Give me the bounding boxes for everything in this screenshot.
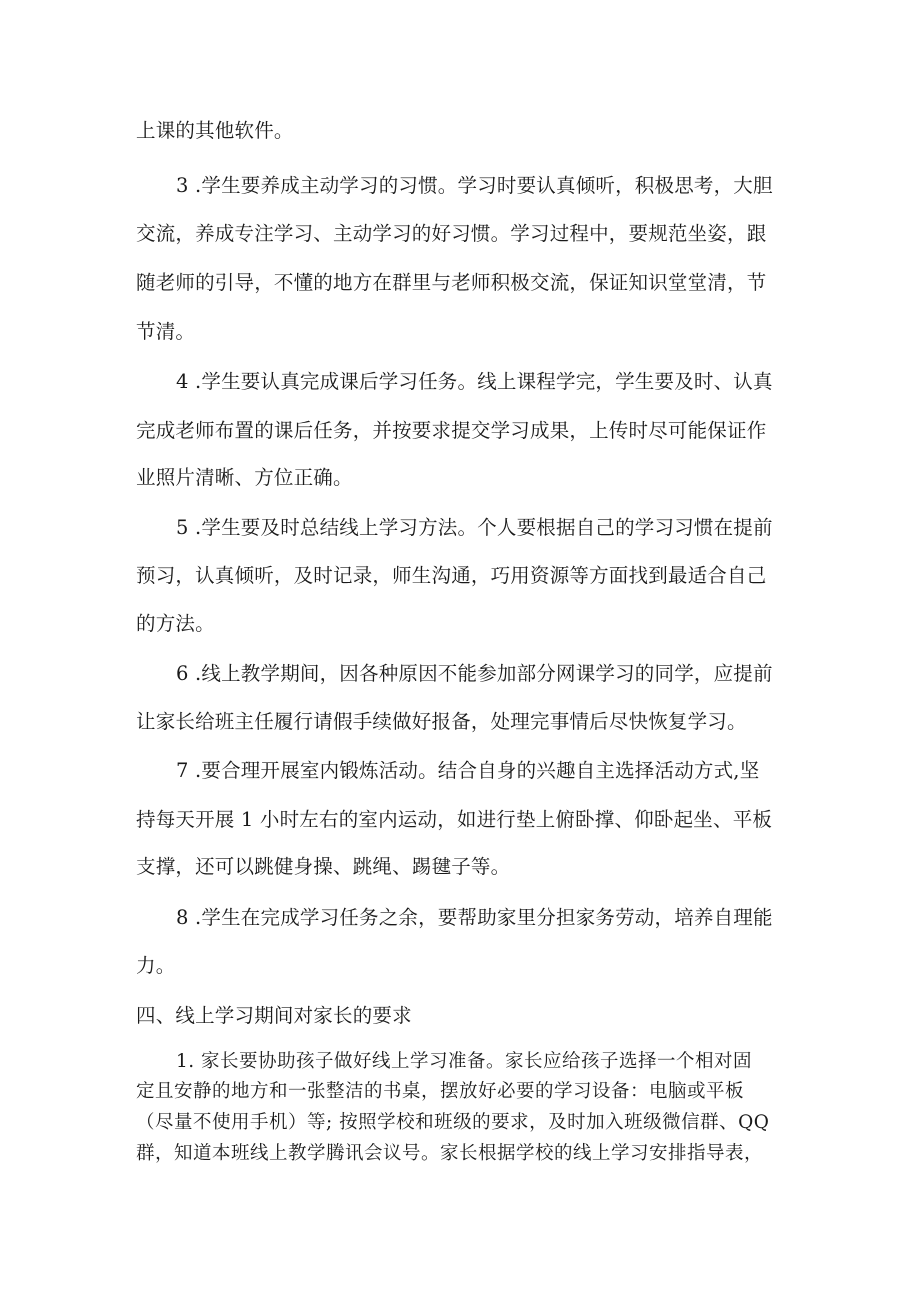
text-line: （尽量不使用手机）等; 按照学校和班级的要求，及时加入班级微信群、QQ <box>136 1112 770 1133</box>
text-line: 让家长给班主任履行请假手续做好报备，处理完事情后尽快恢复学习。 <box>136 710 747 733</box>
text-line: 力。 <box>136 954 176 977</box>
text-line: 完成老师布置的课后任务，并按要求提交学习成果，上传时尽可能保证作 <box>136 419 767 442</box>
text-line: 8 .学生在完成学习任务之余，要帮助家里分担家务劳动，培养自理能 <box>176 906 773 929</box>
text-line: 上课的其他软件。 <box>136 119 294 142</box>
text-line: 1. 家长要协助孩子做好线上学习准备。家长应给孩子选择一个相对固 <box>176 1051 753 1072</box>
text-line: 业照片清晰、方位正确。 <box>136 466 353 489</box>
text-line: 的方法。 <box>136 612 215 635</box>
text-line: 支撑，还可以跳健身操、跳绳、踢毽子等。 <box>136 855 511 878</box>
text-line: 5 .学生要及时总结线上学习方法。个人要根据自己的学习习惯在提前 <box>176 516 773 539</box>
text-line: 定且安静的地方和一张整洁的书桌，摆放好必要的学习设备：电脑或平板 <box>136 1081 745 1102</box>
text-line: 4 .学生要认真完成课后学习任务。线上课程学完，学生要及时、认真 <box>176 370 773 393</box>
text-line: 预习，认真倾听，及时记录，师生沟通，巧用资源等方面找到最适合自己 <box>136 564 767 587</box>
text-line: 随老师的引导，不懂的地方在群里与老师积极交流，保证知识堂堂清，节 <box>136 271 767 294</box>
text-line: 3 .学生要养成主动学习的习惯。学习时要认真倾听，积极思考，大胆 <box>176 174 773 197</box>
text-line: 7 .要合理开展室内锻炼活动。结合自身的兴趣自主选择活动方式,坚 <box>176 759 760 782</box>
text-line: 6 .线上教学期间，因各种原因不能参加部分网课学习的同学，应提前 <box>176 662 773 685</box>
text-line: 持每天开展 1 小时左右的室内运动，如进行垫上俯卧撑、仰卧起坐、平板 <box>136 808 773 831</box>
text-line: 群，知道本班线上教学腾讯会议号。家长根据学校的线上学习安排指导表， <box>136 1143 764 1164</box>
text-line: 交流，养成专注学习、主动学习的好习惯。学习过程中，要规范坐姿，跟 <box>136 222 767 245</box>
section-heading: 四、线上学习期间对家长的要求 <box>136 1004 412 1027</box>
text-line: 节清。 <box>136 320 196 343</box>
